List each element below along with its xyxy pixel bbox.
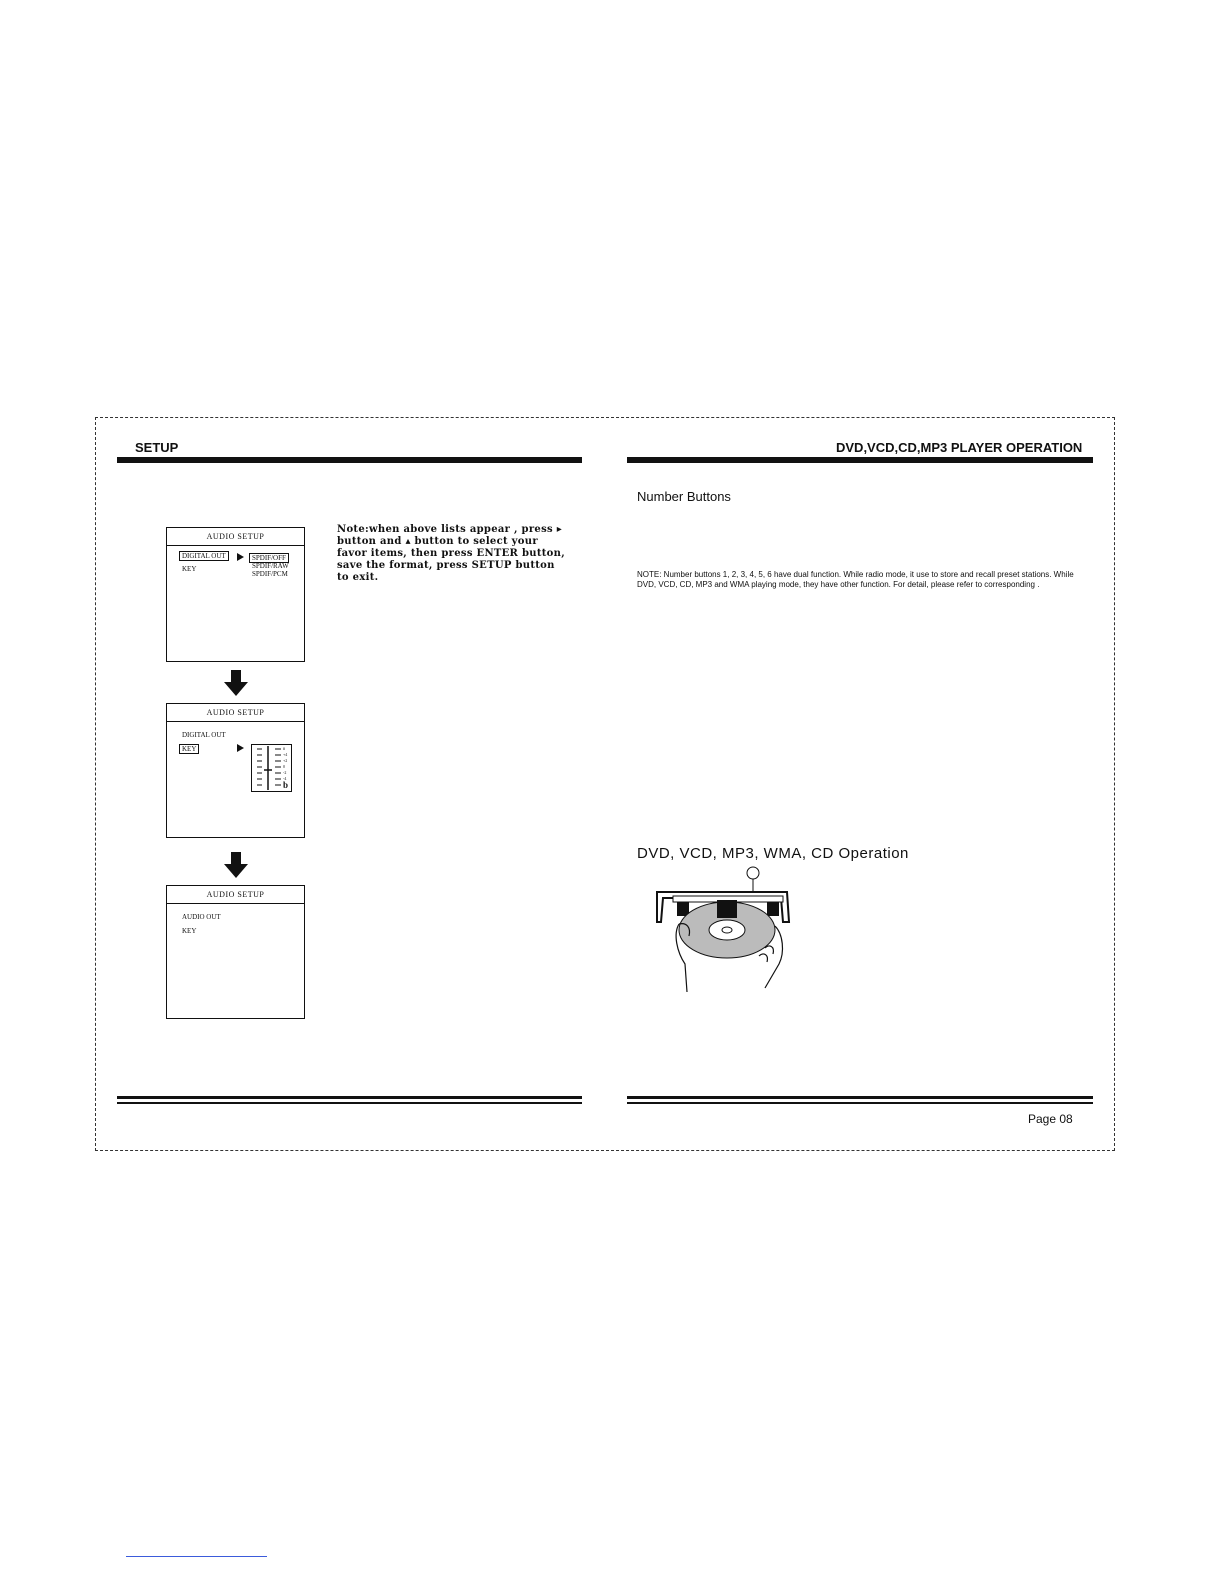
scale-label: 0 (283, 764, 285, 769)
down-arrow-icon (224, 670, 248, 696)
right-header: DVD,VCD,CD,MP3 PLAYER OPERATION (836, 440, 1083, 455)
option-spdif-raw[interactable]: SPDIF/RAW (252, 562, 289, 570)
menu-title: AUDIO SETUP (167, 704, 304, 722)
disc-insertion-illustration (655, 864, 795, 994)
left-header: SETUP (135, 440, 179, 455)
audio-setup-menu-1 (166, 527, 305, 662)
page-number: Page 08 (1028, 1112, 1073, 1126)
option-spdif-off[interactable]: SPDIF/OFF (249, 553, 289, 563)
scale-label: -4 (283, 776, 287, 781)
left-header-rule (117, 457, 582, 463)
bottom-link-underline[interactable] (126, 1556, 267, 1557)
scale-label: +4 (283, 752, 288, 757)
audio-setup-menu-3 (166, 885, 305, 1019)
menu-item-key[interactable]: KEY (182, 927, 197, 935)
menu-title: AUDIO SETUP (167, 528, 304, 546)
scale-label: b (283, 780, 289, 790)
menu-title: AUDIO SETUP (167, 886, 304, 904)
right-footer-rule-thin (627, 1102, 1093, 1104)
left-footer-rule-thin (117, 1102, 582, 1104)
scale-label: +2 (283, 758, 288, 763)
scale-label: # (283, 746, 285, 751)
left-footer-rule-thick (117, 1096, 582, 1099)
operation-heading: DVD, VCD, MP3, WMA, CD Operation (637, 845, 909, 862)
down-arrow-icon (224, 852, 248, 878)
menu-item-digital-out[interactable]: DIGITAL OUT (182, 731, 226, 739)
option-spdif-pcm[interactable]: SPDIF/PCM (252, 570, 288, 578)
menu-item-audio-out[interactable]: AUDIO OUT (182, 913, 221, 921)
setup-note: Note:when above lists appear , press ▸ button and ▴ button to select your favor items, then press ENTER button, save the format, press SETUP button to exit. (337, 524, 565, 583)
menu-item-digital-out[interactable]: DIGITAL OUT (179, 551, 229, 561)
number-buttons-heading: Number Buttons (637, 489, 731, 504)
right-header-rule (627, 457, 1093, 463)
right-footer-rule-thick (627, 1096, 1093, 1099)
right-triangle-icon (237, 553, 244, 561)
number-buttons-note: NOTE: Number buttons 1, 2, 3, 4, 5, 6 have dual function. While radio mode, it use to store and recall preset stations. While DVD, VCD, CD, MP3 and WMA playing mode, they have other function. For detail, please refer to corresponding . (637, 570, 1074, 589)
menu-item-key[interactable]: KEY (179, 744, 199, 754)
menu-item-key[interactable]: KEY (182, 565, 197, 573)
key-scale-panel[interactable] (251, 744, 292, 792)
audio-setup-menu-2 (166, 703, 305, 838)
right-triangle-icon (237, 744, 244, 752)
scale-label: -2 (283, 770, 287, 775)
